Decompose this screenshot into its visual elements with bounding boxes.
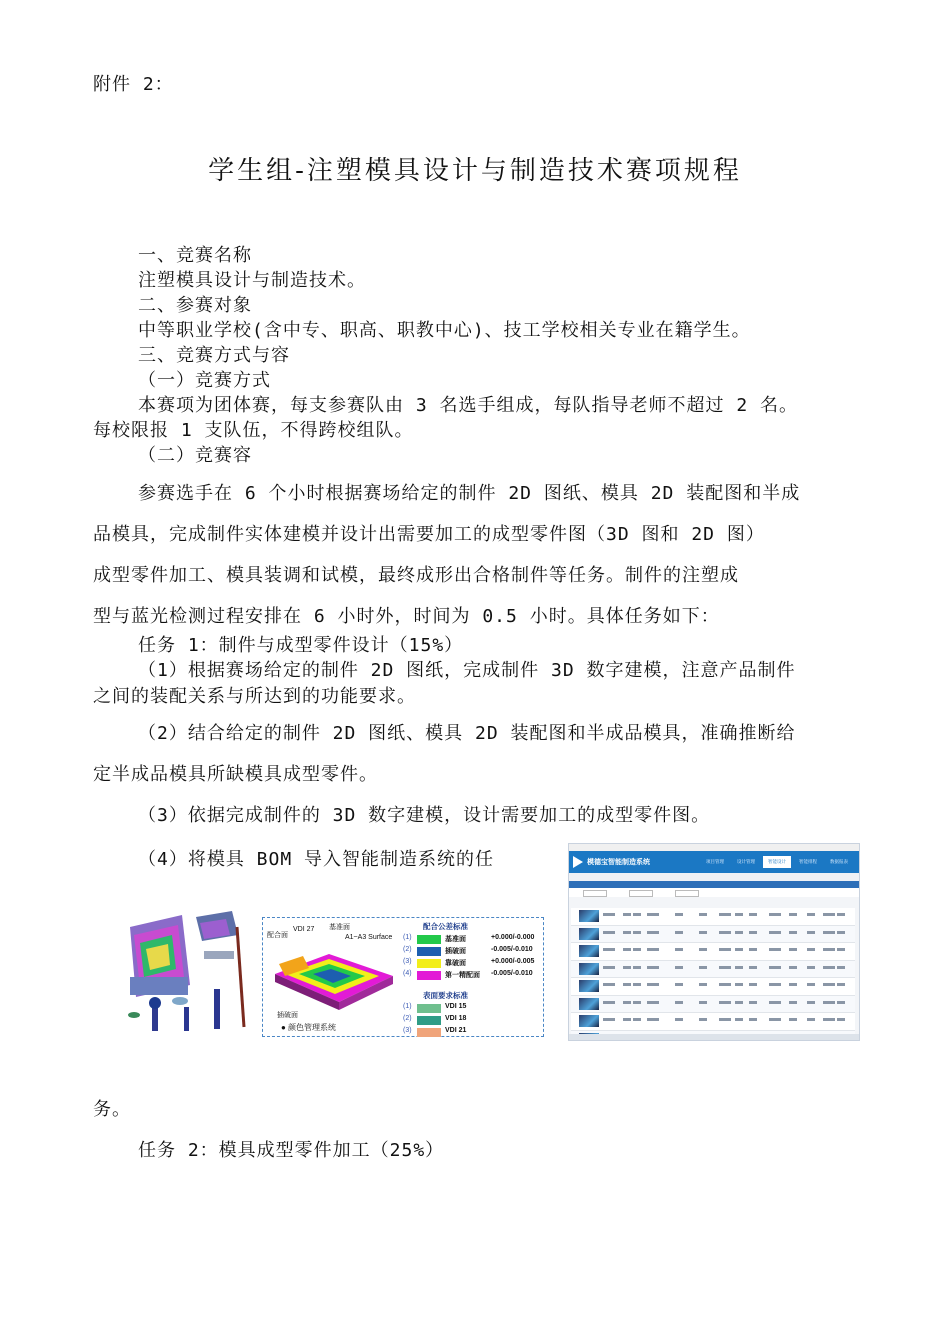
bom-table-cell [735,931,743,934]
bom-table-cell [837,1001,845,1004]
task-1-item-2a: （2）结合给定的制件 2D 图纸、模具 2D 装配图和半成品模具，准确推断给 [138,723,796,744]
part-thumbnail-image [579,945,599,957]
bom-table-cell [647,931,659,934]
system-nav-tab[interactable]: 设计管理 [737,859,755,864]
bom-table-cell [807,913,815,916]
bom-table-cell [675,948,683,951]
bom-table-cell [807,1001,815,1004]
part-thumbnail-image [579,998,599,1010]
bom-table-cell [749,931,757,934]
paragraph-line-a: 参赛选手在 6 个小时根据赛场给定的制件 2D 图纸、模具 2D 装配图和半成 [138,483,801,504]
bom-table-cell [837,931,845,934]
part-colored-image [269,934,399,1012]
bom-table-cell [735,966,743,969]
bom-table [571,908,855,1041]
fit-tolerance-row-value: +0.000/-0.000 [491,934,535,941]
bom-table-cell [823,913,835,916]
bom-table-cell [623,1001,631,1004]
task-1-item-1b: 之间的装配关系与所达到的功能要求。 [93,686,416,707]
fit-tolerance-row-name: 基准面 [445,936,466,943]
surface-standard-row-name: VDI 18 [445,1015,467,1022]
bom-table-cell [823,948,835,951]
fit-tolerance-row-name: 插破面 [445,948,466,955]
bom-table-cell [837,1018,845,1021]
bom-table-cell [735,1001,743,1004]
bom-table-row[interactable] [571,1013,855,1031]
bom-table-cell [769,966,781,969]
bom-table-cell [807,1018,815,1021]
bom-table-cell [789,966,797,969]
bom-table-cell [769,931,781,934]
task-2-heading: 任务 2：模具成型零件加工（25%） [138,1140,445,1161]
bom-table-cell [603,983,615,986]
system-brand: 模德宝智能制造系统 [587,859,650,866]
bom-table-cell [735,1018,743,1021]
bom-table-cell [675,966,683,969]
bom-table-cell [789,1018,797,1021]
bom-table-cell [623,983,631,986]
bom-table-cell [749,1001,757,1004]
fit-tolerance-color-swatch [417,971,441,980]
fit-tolerance-row [403,958,538,969]
section-3-heading: 三、竞赛方式与容 [138,345,290,366]
section-2-heading: 二、参赛对象 [138,295,252,316]
bom-table-cell [789,931,797,934]
task-1-item-4b: 务。 [93,1099,131,1120]
bom-table-cell [633,948,641,951]
mold-assembly-image [122,907,260,1037]
bom-table-cell [837,948,845,951]
part-thumbnail-image [579,963,599,975]
surface-standard-row-name: VDI 21 [445,1027,467,1034]
bom-table-cell [603,913,615,916]
fit-tolerance-color-swatch [417,935,441,944]
surface-standard-row-number: (3) [403,1027,412,1034]
surface-standard-color-swatch [417,1004,441,1013]
system-header [569,851,859,873]
bom-table-cell [735,948,743,951]
surface-standard-row-number: (2) [403,1015,412,1022]
fit-tolerance-row-number: (4) [403,970,412,977]
bom-table-cell [749,983,757,986]
paragraph-line-c: 成型零件加工、模具装调和试模，最终成形出合格制件等任务。制件的注塑成 [93,565,739,586]
bom-table-cell [749,966,757,969]
system-nav-tab[interactable]: 项目管理 [706,859,724,864]
bom-table-cell [699,931,707,934]
page-title: 学生组-注塑模具设计与制造技术赛项规程 [208,156,742,186]
part-thumbnail-image [579,910,599,922]
bom-table-cell [633,913,641,916]
bom-table-cell [807,948,815,951]
bom-table-cell [837,983,845,986]
system-logo-icon [573,856,583,868]
breadcrumb-bar [569,873,859,881]
subsection-2-heading: （二）竞赛容 [138,445,252,466]
bom-table-cell [769,948,781,951]
status-footer [569,1034,859,1040]
fit-tolerance-row [403,934,538,945]
fit-tolerance-row [403,946,538,957]
bom-table-cell [719,931,731,934]
section-1-text: 注塑模具设计与制造技术。 [138,270,366,291]
filter-select-3[interactable] [675,890,699,897]
bom-table-cell [735,983,743,986]
bom-table-cell [789,983,797,986]
bom-table-cell [807,966,815,969]
label-surface: A1~A3 Surface [345,934,393,941]
bom-table-cell [699,1001,707,1004]
bom-table-cell [647,983,659,986]
bom-table-cell [837,913,845,916]
bom-table-cell [699,966,707,969]
task-1-heading: 任务 1：制件与成型零件设计（15%） [138,635,464,656]
surface-standard-row [403,1003,538,1014]
bom-table-cell [675,1001,683,1004]
bom-table-cell [719,966,731,969]
bom-table-cell [647,1018,659,1021]
window-top-bar [569,844,859,851]
surface-standard-color-swatch [417,1016,441,1025]
filter-bar [569,888,859,897]
subsection-1-text-a: 本赛项为团体赛，每支参赛队由 3 名选手组成，每队指导老师不超过 2 名。 [138,395,799,416]
bom-table-cell [823,1001,835,1004]
label-insert-face: 插破面 [277,1012,298,1019]
bom-table-cell [735,913,743,916]
filter-select-2[interactable] [629,890,653,897]
bom-table-cell [699,1018,707,1021]
fit-tolerance-row-value: -0.005/-0.010 [491,946,533,953]
bom-table-cell [633,1001,641,1004]
bom-table-cell [647,966,659,969]
bom-table-cell [623,913,631,916]
part-thumbnail-image [579,980,599,992]
bom-table-cell [749,948,757,951]
bom-table-cell [675,913,683,916]
fit-tolerance-row-number: (3) [403,958,412,965]
bom-table-cell [623,931,631,934]
label-fit-face: 配合面 [267,932,288,939]
bom-table-cell [807,983,815,986]
fit-tolerance-row-number: (2) [403,946,412,953]
bom-table-cell [807,931,815,934]
bom-table-cell [603,948,615,951]
fit-tolerance-color-swatch [417,947,441,956]
bom-table-cell [719,1001,731,1004]
paragraph-line-b: 品模具，完成制件实体建模并设计出需要加工的成型零件图（3D 图和 2D 图） [93,524,765,545]
bom-table-cell [647,948,659,951]
bom-table-cell [719,913,731,916]
bom-table-cell [769,1001,781,1004]
subsection-1-text-b: 每校限报 1 支队伍，不得跨校组队。 [93,420,414,441]
manufacturing-system-screenshot [568,843,860,1041]
attachment-label: 附件 2： [93,74,174,95]
fit-tolerance-color-swatch [417,959,441,968]
part-thumbnail-image [579,1015,599,1027]
fit-tolerance-row-value: +0.000/-0.005 [491,958,535,965]
bom-table-row[interactable] [571,908,855,926]
mold-color-figure [118,905,546,1040]
surface-standard-row-name: VDI 15 [445,1003,467,1010]
bom-table-row[interactable] [571,943,855,961]
bom-table-cell [789,913,797,916]
task-1-item-2b: 定半成品模具所缺模具成型零件。 [93,764,378,785]
bom-table-cell [623,1018,631,1021]
bom-table-cell [623,966,631,969]
part-thumbnail-image [579,928,599,940]
bom-table-cell [789,1001,797,1004]
bom-table-cell [633,966,641,969]
bom-table-cell [603,931,615,934]
bom-table-row[interactable] [571,926,855,944]
section-2-text: 中等职业学校(含中专、职高、职教中心)、技工学校相关专业在籍学生。 [138,320,751,341]
bom-table-cell [769,1018,781,1021]
bom-table-cell [647,913,659,916]
bom-table-cell [769,913,781,916]
label-vdi27: VDI 27 [293,926,315,933]
bom-table-row[interactable] [571,996,855,1014]
bom-table-cell [749,913,757,916]
task-1-item-4a: （4）将模具 BOM 导入智能制造系统的任 [138,849,495,870]
bom-table-cell [719,948,731,951]
label-color-system: ● 颜色管理系统 [281,1023,337,1032]
fit-tolerance-heading: 配合公差标准 [423,922,468,931]
section-1-heading: 一、竞赛名称 [138,245,252,266]
bom-table-cell [699,983,707,986]
bom-table-row[interactable] [571,978,855,996]
system-nav [701,856,853,868]
bom-table-cell [699,948,707,951]
surface-standard-heading: 表面要求标准 [423,991,468,1000]
fit-tolerance-row-value: -0.005/-0.010 [491,970,533,977]
section-bar [569,881,859,888]
bom-table-cell [603,1018,615,1021]
fit-tolerance-row-name: 靠破面 [445,960,466,967]
task-1-item-3: （3）依据完成制件的 3D 数字建模，设计需要加工的成型零件图。 [138,805,711,826]
system-nav-tab[interactable]: 智能排程 [799,859,817,864]
bom-table-cell [623,948,631,951]
bom-table-cell [823,931,835,934]
bom-table-cell [603,1001,615,1004]
surface-standard-color-swatch [417,1028,441,1037]
color-management-box [262,917,544,1037]
bom-table-row[interactable] [571,961,855,979]
surface-standard-row [403,1027,538,1038]
bom-table-cell [633,1018,641,1021]
bom-table-cell [823,966,835,969]
bom-table-cell [789,948,797,951]
task-1-item-1a: （1）根据赛场给定的制件 2D 图纸，完成制件 3D 数字建模，注意产品制件 [138,660,796,681]
bom-table-cell [633,983,641,986]
bom-table-cell [675,1018,683,1021]
bom-table-cell [769,983,781,986]
fit-tolerance-row-name: 第一精配面 [445,972,480,979]
bom-table-cell [647,1001,659,1004]
label-base-face: 基准面 [329,924,350,931]
system-nav-tab[interactable]: 智能设计 [763,856,791,868]
surface-standard-row-number: (1) [403,1003,412,1010]
subsection-1-heading: （一）竞赛方式 [138,370,271,391]
system-nav-tab[interactable]: 数据报表 [830,859,848,864]
bom-table-cell [823,983,835,986]
bom-table-cell [749,1018,757,1021]
bom-table-cell [837,966,845,969]
bom-table-cell [719,1018,731,1021]
filter-select-1[interactable] [583,890,607,897]
fit-tolerance-row [403,970,538,981]
bom-table-cell [633,931,641,934]
paragraph-line-d: 型与蓝光检测过程安排在 6 小时外，时间为 0.5 小时。具体任务如下： [93,606,720,627]
bom-table-cell [675,931,683,934]
fit-tolerance-row-number: (1) [403,934,412,941]
bom-table-cell [675,983,683,986]
bom-table-cell [719,983,731,986]
surface-standard-row [403,1015,538,1026]
bom-table-cell [699,913,707,916]
bom-table-cell [823,1018,835,1021]
bom-table-cell [603,966,615,969]
